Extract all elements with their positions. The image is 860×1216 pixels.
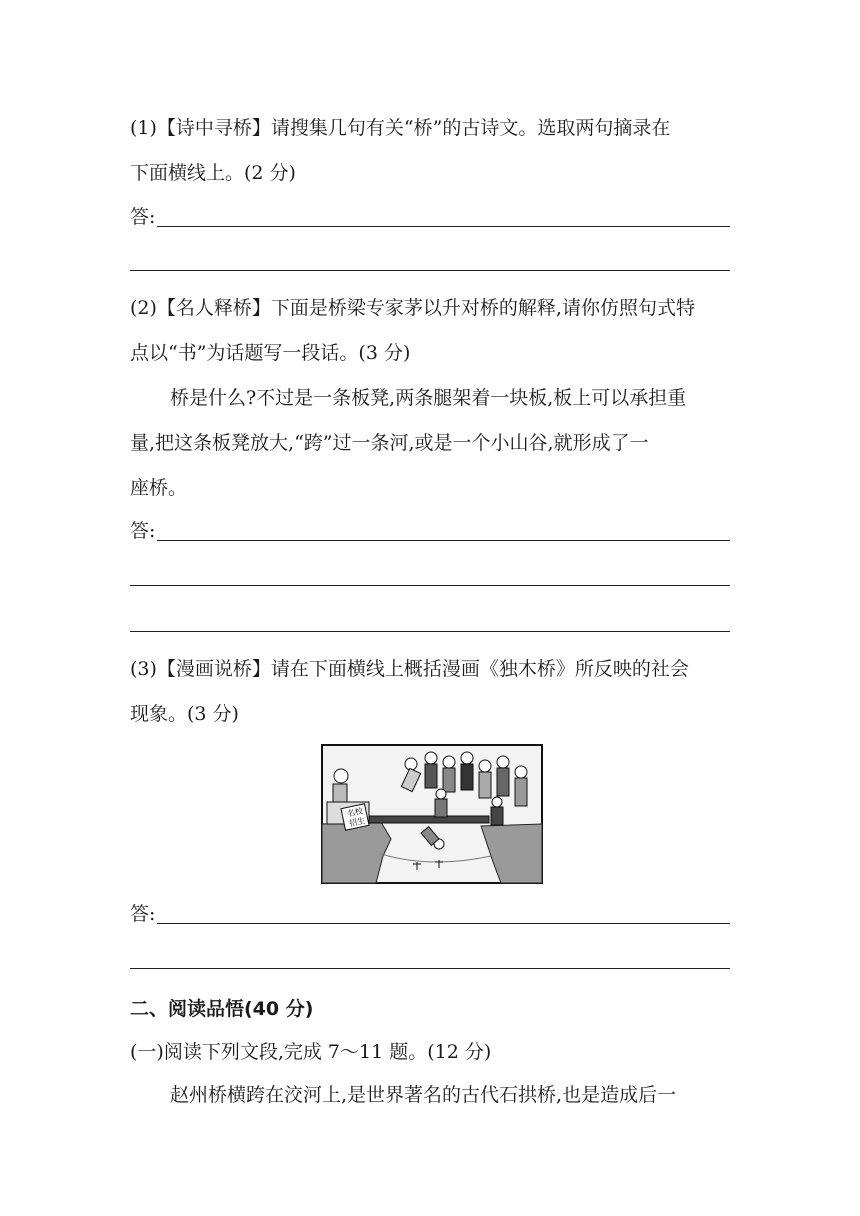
q2-answer-line-2[interactable] — [130, 585, 730, 586]
answer-underline — [157, 539, 730, 541]
q1-line-1: (1)【诗中寻桥】请搜集几句有关“桥”的古诗文。选取两句摘录在 — [130, 117, 671, 139]
answer-label: 答: — [130, 520, 156, 542]
q1-answer-field[interactable] — [130, 205, 730, 229]
cartoon-single-plank-bridge — [321, 744, 543, 884]
q1-line-2: 下面横线上。(2 分) — [130, 162, 296, 184]
q2-line-1: (2)【名人释桥】下面是桥梁专家茅以升对桥的解释,请你仿照句式特 — [130, 297, 695, 319]
svg-text:招生: 招生 — [348, 816, 366, 829]
reading-paragraph: 赵州桥横跨在洨河上,是世界著名的古代石拱桥,也是造成后一 — [170, 1084, 677, 1106]
q1-answer-line-2[interactable] — [130, 270, 730, 271]
q3-answer-field[interactable] — [130, 902, 730, 926]
q2-quote-line-2: 量,把这条板凳放大,“跨”过一条河,或是一个小山谷,就形成了一 — [130, 432, 649, 454]
reading-instruction: (一)阅读下列文段,完成 7～11 题。(12 分) — [130, 1041, 492, 1063]
q3-line-1: (3)【漫画说桥】请在下面横线上概括漫画《独木桥》所反映的社会 — [130, 658, 689, 680]
q2-answer-line-3[interactable] — [130, 631, 730, 632]
q2-answer-field[interactable] — [130, 519, 730, 543]
cartoon-sign-text: 名校 — [346, 806, 364, 819]
answer-underline — [157, 922, 730, 924]
q2-quote-line-1: 桥是什么?不过是一条板凳,两条腿架着一块板,板上可以承担重 — [170, 387, 687, 409]
answer-label: 答: — [130, 903, 156, 925]
q2-line-2: 点以“书”为话题写一段话。(3 分) — [130, 342, 411, 364]
q3-line-2: 现象。(3 分) — [130, 703, 239, 725]
section-heading: 二、阅读品悟(40 分) — [130, 998, 314, 1020]
q2-quote-line-3: 座桥。 — [130, 477, 188, 499]
answer-underline — [157, 225, 730, 227]
answer-label: 答: — [130, 206, 156, 228]
q3-answer-line-2[interactable] — [130, 968, 730, 969]
